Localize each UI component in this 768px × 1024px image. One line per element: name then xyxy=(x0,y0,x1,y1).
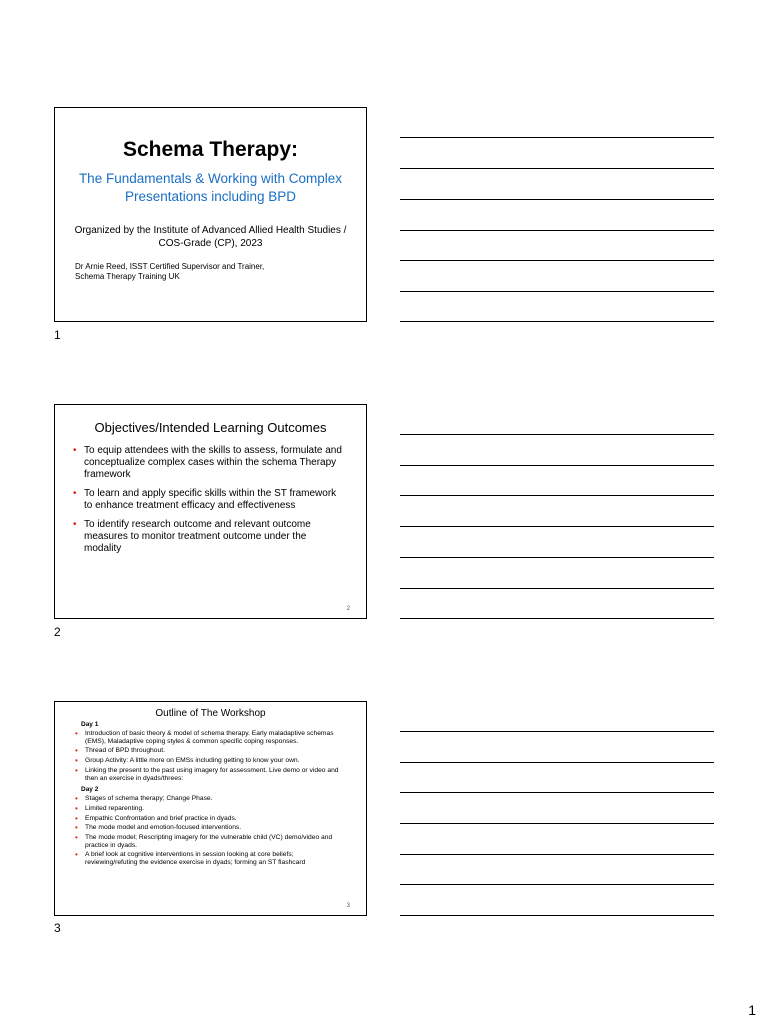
day-1-label: Day 1 xyxy=(81,721,99,728)
notes-line xyxy=(400,137,714,138)
list-item: • The mode model; Rescripting imagery for the vulnerable child (VC) demo/video and practice in dyads. xyxy=(85,834,346,849)
slide-number-3: 3 xyxy=(54,921,61,935)
list-item: • Thread of BPD throughout. xyxy=(85,747,346,755)
slide-inner-number: 3 xyxy=(346,903,350,909)
list-item: • Stages of schema therapy; Change Phase. xyxy=(85,795,346,803)
day-2-label: Day 2 xyxy=(81,786,99,794)
notes-line xyxy=(400,762,714,763)
list-item: • A brief look at cognitive interventions in session looking at core beliefs; reviewing/refuting the evidence exercise in dyads; forming an ST flashcard xyxy=(85,851,346,866)
notes-line xyxy=(400,291,714,292)
organizer-text: Organized by the Institute of Advanced Allied Health Studies / COS-Grade (CP), 2023 xyxy=(74,225,347,249)
list-item: • The mode model and emotion-focused interventions. xyxy=(85,824,346,832)
list-item: • Empathic Confrontation and brief practice in dyads. xyxy=(85,815,346,823)
notes-line xyxy=(400,557,714,558)
slide-inner-number: 2 xyxy=(346,606,350,612)
notes-line xyxy=(400,168,714,169)
notes-line xyxy=(400,823,714,824)
slide-2 xyxy=(54,404,367,619)
slide-number-1: 1 xyxy=(54,328,61,342)
notes-line xyxy=(400,526,714,527)
notes-line xyxy=(400,884,714,885)
objectives-list xyxy=(55,445,366,555)
author-text xyxy=(55,262,366,282)
notes-line xyxy=(400,260,714,261)
notes-line xyxy=(400,199,714,200)
author-line-1: Dr Arnie Reed, ISST Certified Supervisor and Trainer, xyxy=(75,262,265,271)
list-item: • Introduction of basic theory & model of schema therapy. Early maladaptive schemas (EMS), Maladaptive coping styles & common specific coping responses. xyxy=(85,730,346,745)
notes-line xyxy=(400,854,714,855)
notes-line xyxy=(400,915,714,916)
slide-title: Objectives/Intended Learning Outcomes xyxy=(94,420,327,435)
slide-title: Outline of The Workshop xyxy=(155,708,266,719)
list-item: • To equip attendees with the skills to assess, formulate and conceptualize complex cases within the schema Therapy framework xyxy=(84,445,346,481)
notes-line xyxy=(400,230,714,231)
notes-line xyxy=(400,321,714,322)
notes-line xyxy=(400,792,714,793)
notes-line xyxy=(400,618,714,619)
list-item: • Limited reparenting. xyxy=(85,805,346,813)
slide-number-2: 2 xyxy=(54,625,61,639)
notes-line xyxy=(400,588,714,589)
slide-title: Schema Therapy: xyxy=(122,138,299,161)
page-number: 1 xyxy=(748,1002,756,1018)
notes-line xyxy=(400,434,714,435)
list-item: • To learn and apply specific skills within the ST framework to enhance treatment efficacy and effectiveness xyxy=(84,488,346,512)
list-item: • Linking the present to the past using imagery for assessment. Live demo or video and then an exercise in dyads/threes: xyxy=(85,767,346,782)
slide-1 xyxy=(54,107,367,322)
slide-subtitle: The Fundamentals & Working with Complex Presentations including BPD xyxy=(78,171,343,204)
notes-line xyxy=(400,465,714,466)
day-1-list xyxy=(55,730,366,782)
author-line-2: Schema Therapy Training UK xyxy=(75,272,180,281)
day-2-list xyxy=(55,795,366,867)
notes-line xyxy=(400,731,714,732)
list-item: • Group Activity: A little more on EMSs including getting to know your own. xyxy=(85,757,346,765)
notes-line xyxy=(400,495,714,496)
list-item: • To identify research outcome and relevant outcome measures to monitor treatment outcome under the modality xyxy=(84,519,346,555)
slide-3 xyxy=(54,701,367,916)
